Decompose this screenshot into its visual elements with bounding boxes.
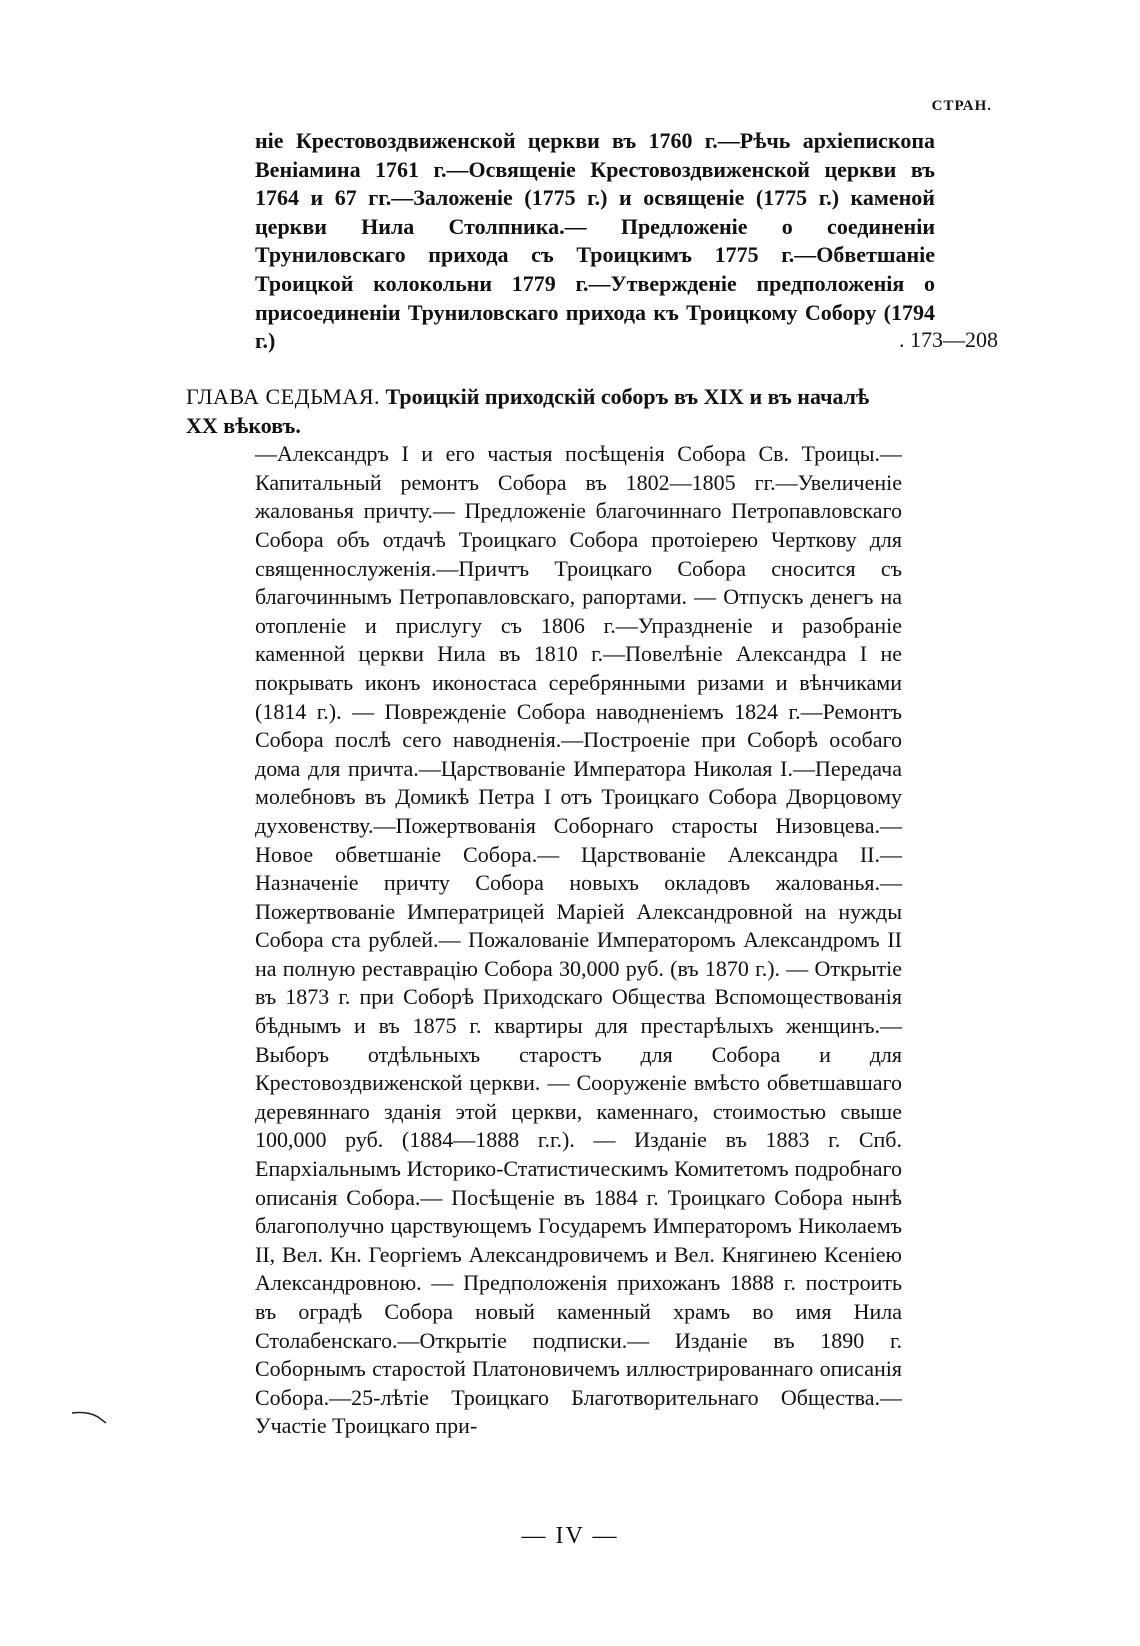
page-number-footer: — IV — [521,1523,619,1549]
toc-entry-previous-chapter [255,127,935,356]
chapter-summary: —Александръ I и его частыя посѣщенія Собора Св. Троицы.—Капитальный ремонтъ Собора въ 1802—1805 гг.—Увеличеніе жалованья причту.— Предложеніе благочиннаго Петропавловскаго Собора объ отдачѣ Троицкаго Собора протоіерею Черткову для священнослуженія.—Причтъ Троицкаго Собора сносится съ благочиннымъ Петропавловскаго, рапортами. — Отпускъ денегъ на отопленіе и прислугу съ 1806 г.—Упраздненіе и разобраніе каменной церкви Нила въ 1810 г.—Повелѣніе Александра I не покрывать иконъ иконостаса серебрянными ризами и вѣнчиками (1814 г.). — Поврежденіе Собора наводненіемъ 1824 г.—Ремонтъ Собора послѣ сего наводненія.—Построеніе при Соборѣ особаго дома для причта.—Царствованіе Императора Николая I.—Передача молебновъ въ Домикѣ Петра I отъ Троицкаго Собора Дворцовому духовенству.—Пожертвованія Соборнаго старосты Низовцева.—Новое обветшаніе Собора.— Царствованіе Александра II.—Назначеніе причту Собора новыхъ окладовъ жалованья.—Пожертвованіе Императрицей Маріей Александровной на нужды Собора ста рублей.— Пожалованіе Императоромъ Александромъ II на полную реставрацію Собора 30,000 руб. (въ 1870 г.). — Открытіе въ 1873 г. при Соборѣ Приходскаго Общества Вспомоществованія бѣднымъ и въ 1875 г. квартиры для престарѣлыхъ женщинъ.—Выборъ отдѣльныхъ старостъ для Собора и для Крестовоздвиженской церкви. — Сооруженіе вмѣсто обветшавшаго деревяннаго зданія этой церкви, каменнаго, стоимостью свыше 100,000 руб. (1884—1888 г.г.). — Изданіе въ 1883 г. Спб. Епархіальнымъ Историко-Статистическимъ Комитетомъ подробнаго описанія Собора.— Посѣщеніе въ 1884 г. Троицкаго Собора нынѣ благополучно царствующемъ Государемъ Императоромъ Николаемъ II, Вел. Кн. Георгіемъ Александровичемъ и Вел. Княгинею Ксеніею Александровною. — Предположенія прихожанъ 1888 г. построить въ оградѣ Собора новый каменный храмъ во имя Нила Столабенскаго.—Открытіе подписки.— Изданіе въ 1890 г. Соборнымъ старостой Платоновичемъ иллюстрированнаго описанія Собора.—25-лѣтіе Троицкаго Благотворительнаго Общества.—Участіе Троицкаго при- [255,441,902,1439]
toc-entry-text: ніе Крестовоздвиженской церкви въ 1760 г.—Рѣчь архіепископа Веніамина 1761 г.—Освященіе Крестовоздвиженской церкви въ 1764 и 67 гг.—Заложеніе (1775 г.) и освященіе (1775 г.) каменой церкви Нила Столпника.— Предложеніе о соединеніи Труниловскаго прихода съ Троицкимъ 1775 г.—Обветшаніе Троицкой колокольни 1779 г.—Утвержденіе предположенія о присоединеніи Труниловскаго прихода къ Троицкому Собору (1794 г.) [255,128,935,354]
margin-pencil-mark [70,1407,110,1427]
chapter-heading [186,383,902,440]
chapter-title: Троицкій приходскій соборъ въ XIX и въ началѣ XX вѣковъ. [186,384,870,438]
page-column-header: СТРАН. [931,98,992,114]
toc-entry-page-range: . 173—208 [899,327,998,352]
toc-entry-chapter-7 [186,383,902,1441]
chapter-label: ГЛАВА СЕДЬМАЯ. [186,384,381,409]
